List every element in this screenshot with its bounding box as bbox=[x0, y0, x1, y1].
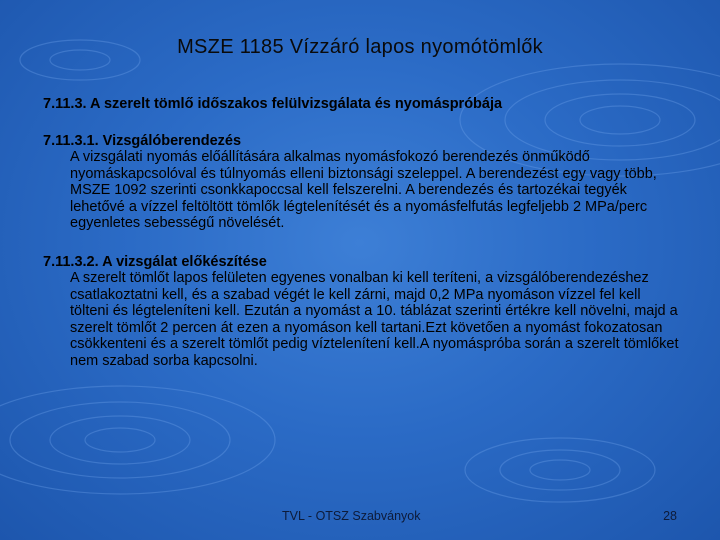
page-number: 28 bbox=[663, 509, 677, 523]
section-heading: 7.11.3. A szerelt tömlő időszakos felülvizsgálata és nyomáspróbája bbox=[43, 96, 503, 112]
block-text: A szerelt tömlőt lapos felületen egyenes vonalban ki kell teríteni, a vizsgálóberendezéshez csatlakoztatni kell, és a szabad végét le kell zárni, majd 0,2 MPa nyomáson vízzel fel kell tölteni és légteleníteni kell. Ezután a nyomást a 10. táblázat szerinti értékre kell növelni, majd a szerelt tömlőt 2 percen át ezen a nyomáson kell tartani.Ezt követően a nyomást fokozatosan csökkenteni és a szerelt tömlőt pedig víztelenítení kell.A nyomáspróba során a szerelt tömlőket nem szabad sorba kapcsolni. bbox=[70, 270, 679, 369]
content-block-preparation bbox=[43, 254, 683, 370]
block-heading: 7.11.3.1. Vizsgálóberendezés bbox=[43, 132, 242, 149]
footer-source: TVL - OTSZ Szabványok bbox=[282, 509, 421, 523]
slide-title: MSZE 1185 Vízzáró lapos nyomótömlők bbox=[177, 36, 543, 58]
block-heading: 7.11.3.2. A vizsgálat előkészítése bbox=[43, 253, 267, 270]
slide-content bbox=[43, 96, 683, 391]
content-block-equipment bbox=[43, 133, 683, 232]
block-text: A vizsgálati nyomás előállítására alkalmas nyomásfokozó berendezés önműködő nyomáskapcsolóval és túlnyomás elleni biztonsági szeleppel. A berendezést egy vagy több, MSZE 1092 szerinti csonkkapoccsal kell felszerelni. A berendezés és tartozékai tegyék lehetővé a vízzel feltöltött tömlők légtelenítését és a nyomásfelfutás legfeljebb 2 MPa/perc egyenletes sebességű növelését. bbox=[70, 149, 657, 231]
